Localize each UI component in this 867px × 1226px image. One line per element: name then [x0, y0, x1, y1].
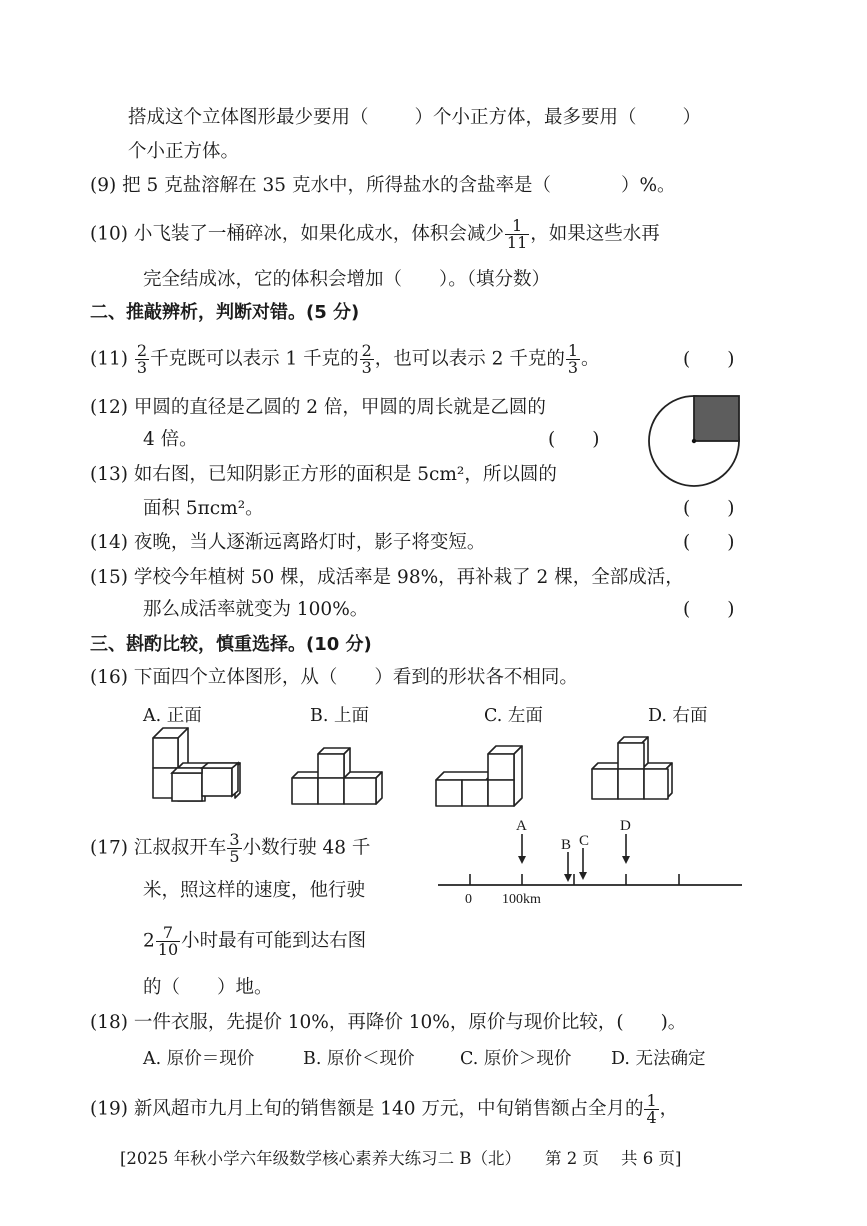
q12-line1 [90, 395, 546, 421]
q10-line2: 完全结成冰，它的体积会增加（ ）。（填分数） [143, 269, 551, 290]
q11-fraction-2: $\frac{2}{3}$ [361, 341, 372, 377]
q19-number: (19) [90, 1098, 128, 1120]
q12-answer-paren[interactable]: ( ) [548, 429, 600, 450]
q10-text-a: 小飞装了一桶碎冰，如果化成水，体积会减少 [133, 223, 504, 245]
q19-text: 新风超市九月上旬的销售额是 140 万元，中旬销售额占全月的 [133, 1098, 644, 1120]
q9-line [90, 173, 676, 199]
q16-option-b[interactable]: B. 上面 [310, 706, 369, 726]
q13-line2: 面积 5πcm²。 [143, 498, 264, 519]
q8-text-a: 搭成这个立体图形最少要用（ [128, 107, 369, 128]
label-zero: 0 [465, 892, 472, 907]
q9-text-b: ）%。 [620, 175, 676, 196]
q17-line1 [90, 832, 370, 865]
footer-title: [2025 年秋小学六年级数学核心素养大练习二 B（北） [120, 1149, 522, 1168]
q19-tail: ， [659, 1098, 679, 1120]
q15-line1 [90, 565, 684, 591]
q18-text: 一件衣服，先提价 10%，再降价 10%，原价与现价比较，( )。 [133, 1012, 687, 1033]
q12-text: 甲圆的直径是乙圆的 2 倍，甲圆的周长就是乙圆的 [133, 397, 546, 418]
q11-number: (11) [90, 348, 128, 370]
q14-number: (14) [90, 532, 128, 553]
q12-number: (12) [90, 397, 128, 418]
q17-number: (17) [90, 837, 128, 859]
q15-line2: 那么成活率就变为 100%。 [143, 599, 369, 620]
cube-figure-b [290, 744, 390, 806]
q11-fraction-1: $\frac{2}{3}$ [136, 341, 148, 377]
q18-option-d[interactable]: D. 无法确定 [611, 1049, 706, 1069]
page-footer [120, 1145, 681, 1169]
q18-option-b[interactable]: B. 原价＜现价 [303, 1049, 415, 1069]
q11-fraction-3: $\frac{1}{3}$ [567, 341, 579, 377]
q13-line1 [90, 462, 557, 488]
footer-total-pages: 共 6 页] [621, 1149, 682, 1168]
circle-center-dot [692, 439, 696, 443]
q16-text: 下面四个立体图形，从（ ）看到的形状各不相同。 [133, 667, 578, 688]
q16-option-c[interactable]: C. 左面 [484, 706, 543, 726]
section-2-title: 二、推敲辨析，判断对错。(5 分) [90, 302, 360, 323]
q11-text-2: ，也可以表示 2 千克的 [374, 348, 565, 370]
q14-text: 夜晚，当人逐渐远离路灯时，影子将变短。 [133, 532, 486, 553]
q18-line [90, 1010, 686, 1036]
label-a: A [516, 818, 527, 834]
cube-figure-a [150, 733, 250, 805]
q17-whole: 2 [143, 930, 155, 952]
q17-line3 [143, 925, 366, 958]
q17-fraction-2: $\frac{7}{10}$ [157, 923, 179, 959]
q17-text-2: 小数行驶 48 千 [242, 837, 371, 859]
label-b: B [561, 837, 572, 853]
q8-text-b: ）个小正方体，最多要用（ [414, 107, 637, 128]
q13-number: (13) [90, 464, 128, 485]
cube-figure-d [590, 735, 690, 807]
q13-answer-paren[interactable]: ( ) [683, 498, 735, 519]
q17-line2: 米，照这样的速度，他行驶 [143, 880, 366, 901]
q12-line2: 4 倍。 [143, 429, 198, 450]
q11-answer-paren[interactable]: ( ) [683, 349, 735, 370]
label-100km: 100km [502, 892, 541, 907]
q14-line [90, 530, 485, 556]
q10-number: (10) [90, 223, 128, 245]
q16-option-a[interactable]: A. 正面 [143, 706, 202, 726]
footer-page-number: 第 2 页 [545, 1149, 600, 1168]
q16-option-d[interactable]: D. 右面 [648, 706, 708, 726]
q18-option-c[interactable]: C. 原价＞现价 [460, 1049, 572, 1069]
q8-text-c: ） [682, 107, 702, 128]
q19-fraction: $\frac{1}{4}$ [646, 1091, 657, 1127]
label-d: D [620, 818, 631, 834]
shaded-square [694, 396, 739, 441]
q8-line1 [128, 105, 701, 131]
q18-option-a[interactable]: A. 原价＝现价 [143, 1049, 255, 1069]
q15-number: (15) [90, 567, 128, 588]
q16-line [90, 665, 578, 691]
q11-text-3: 。 [581, 348, 600, 370]
q15-answer-paren[interactable]: ( ) [683, 599, 735, 620]
q14-answer-paren[interactable]: ( ) [683, 532, 735, 553]
q11-text-1: 千克既可以表示 1 千克的 [150, 348, 359, 370]
label-c: C [579, 833, 590, 849]
q17-fraction-1: $\frac{3}{5}$ [229, 830, 240, 866]
section-3-title: 三、斟酌比较，慎重选择。(10 分) [90, 634, 372, 655]
q17-line4: 的（ ）地。 [143, 977, 273, 998]
q17-text-1: 江叔叔开车 [133, 837, 227, 859]
q17-text-3: 小时最有可能到达右图 [181, 930, 367, 952]
circle-square-figure [648, 392, 748, 492]
cube-figure-c [434, 744, 534, 816]
q8-line2: 个小正方体。 [128, 141, 240, 162]
q13-text: 如右图，已知阴影正方形的面积是 5cm²，所以圆的 [133, 464, 557, 485]
q10-text-b: ，如果这些水再 [530, 223, 660, 245]
q9-number: (9) [90, 175, 117, 196]
q10-fraction: $\frac{1}{11}$ [506, 216, 528, 252]
q9-text-a: 把 5 克盐溶解在 35 克水中，所得盐水的含盐率是（ [122, 175, 551, 196]
q19-line [90, 1093, 678, 1126]
number-line-figure [436, 818, 746, 908]
q16-number: (16) [90, 667, 128, 688]
q18-number: (18) [90, 1012, 128, 1033]
q11-line [90, 343, 600, 376]
q10-line1 [90, 218, 660, 251]
q15-text: 学校今年植树 50 棵，成活率是 98%，再补栽了 2 棵，全部成活， [133, 567, 684, 588]
